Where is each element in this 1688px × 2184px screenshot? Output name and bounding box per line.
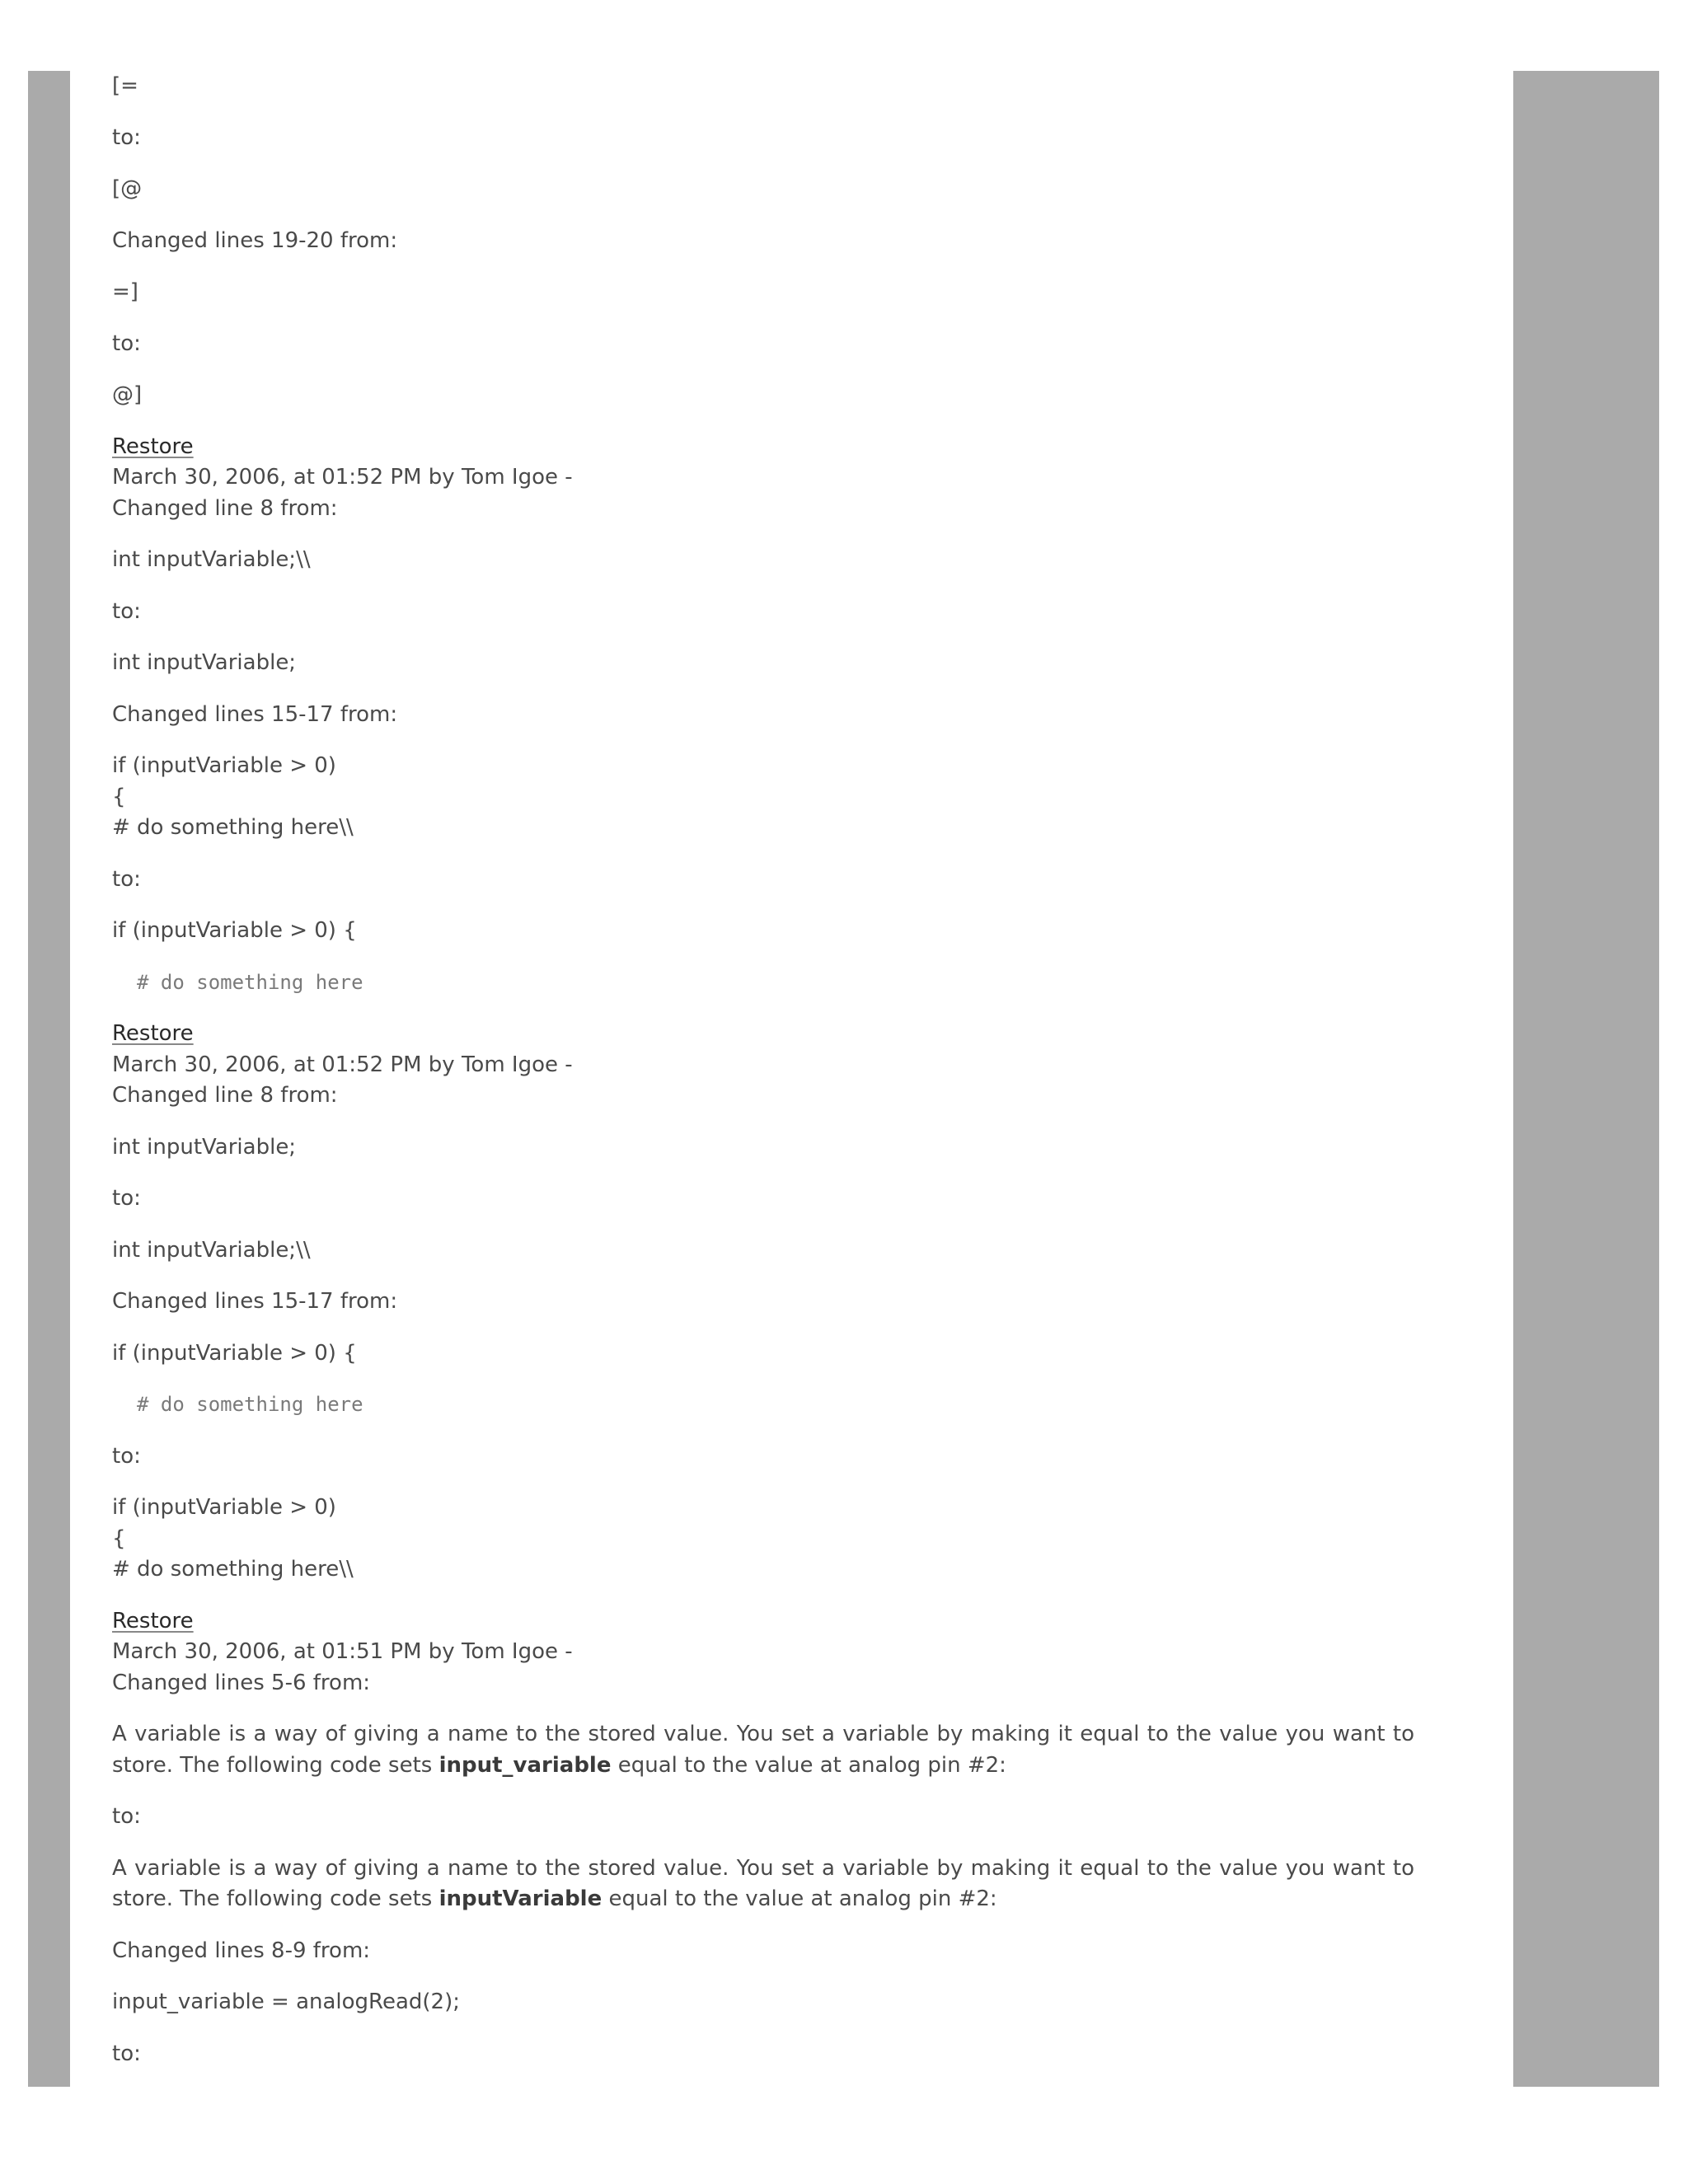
- diff-line: if (inputVariable > 0) {: [112, 918, 357, 943]
- paragraph-old: [112, 1719, 1414, 1781]
- diff-line: =]: [112, 279, 138, 304]
- diff-line: # do something here\\: [112, 1557, 354, 1582]
- diff-to-label: to:: [112, 598, 141, 624]
- diff-line: {: [112, 1526, 126, 1551]
- code-line: # do something here: [137, 1393, 363, 1416]
- diff-to-label: to:: [112, 1804, 141, 1829]
- paragraph-text: equal to the value at analog pin #2:: [611, 1752, 1006, 1778]
- diff-line: [=: [112, 73, 138, 98]
- paragraph-text: A variable is a way of giving a name to the stored value. You set a variable by making it equal to the value you want to store. The following code sets: [112, 1855, 1414, 1911]
- right-sidebar-bar: [1513, 71, 1659, 2087]
- change-description: Changed lines 19-20 from:: [112, 227, 398, 253]
- change-description: Changed lines 15-17 from:: [112, 701, 398, 727]
- change-description: Changed line 8 from:: [112, 1083, 338, 1108]
- entry-timestamp: March 30, 2006, at 01:52 PM by Tom Igoe -: [112, 465, 573, 490]
- diff-line: int inputVariable;\\: [112, 547, 311, 572]
- change-description: Changed lines 15-17 from:: [112, 1289, 398, 1314]
- diff-line: # do something here\\: [112, 815, 354, 840]
- variable-name-bold: input_variable: [438, 1752, 612, 1778]
- diff-line: int inputVariable;: [112, 1134, 297, 1160]
- diff-line: int inputVariable;: [112, 650, 297, 675]
- restore-link[interactable]: Restore: [112, 1608, 194, 1633]
- left-sidebar-bar: [28, 71, 70, 2087]
- change-description: Changed lines 5-6 from:: [112, 1670, 371, 1695]
- variable-name-bold: inputVariable: [438, 1886, 603, 1911]
- diff-to-label: to:: [112, 124, 141, 150]
- change-description: Changed lines 8-9 from:: [112, 1938, 371, 1963]
- diff-to-label: to:: [112, 1186, 141, 1211]
- diff-block: [112, 1493, 1414, 1586]
- paragraph-new: [112, 1854, 1414, 1915]
- paragraph-text: A variable is a way of giving a name to the stored value. You set a variable by making it equal to the value you want to store. The following code sets: [112, 1722, 1414, 1778]
- diff-to-label: to:: [112, 330, 141, 356]
- history-entry: [112, 432, 1414, 999]
- restore-link[interactable]: Restore: [112, 1021, 194, 1046]
- diff-to-label: to:: [112, 2041, 141, 2066]
- entry-timestamp: March 30, 2006, at 01:52 PM by Tom Igoe -: [112, 1052, 573, 1077]
- diff-line: {: [112, 784, 126, 809]
- page-history-content: [112, 71, 1414, 2090]
- diff-line: [@: [112, 176, 143, 201]
- change-description: Changed line 8 from:: [112, 495, 338, 521]
- diff-line: if (inputVariable > 0): [112, 1495, 336, 1520]
- restore-link[interactable]: Restore: [112, 434, 194, 459]
- diff-line: int inputVariable;\\: [112, 1237, 311, 1263]
- history-entry: [112, 1606, 1414, 2070]
- diff-line: if (inputVariable > 0) {: [112, 1340, 357, 1366]
- diff-to-label: to:: [112, 1443, 141, 1469]
- diff-to-label: to:: [112, 866, 141, 892]
- code-line: # do something here: [137, 970, 363, 994]
- diff-line: if (inputVariable > 0): [112, 753, 336, 778]
- diff-block: [112, 751, 1414, 844]
- paragraph-text: equal to the value at analog pin #2:: [602, 1886, 997, 1911]
- diff-line: @]: [112, 382, 143, 407]
- entry-timestamp: March 30, 2006, at 01:51 PM by Tom Igoe -: [112, 1639, 573, 1664]
- history-entry: [112, 1019, 1414, 1586]
- diff-line: input_variable = analogRead(2);: [112, 1990, 460, 2014]
